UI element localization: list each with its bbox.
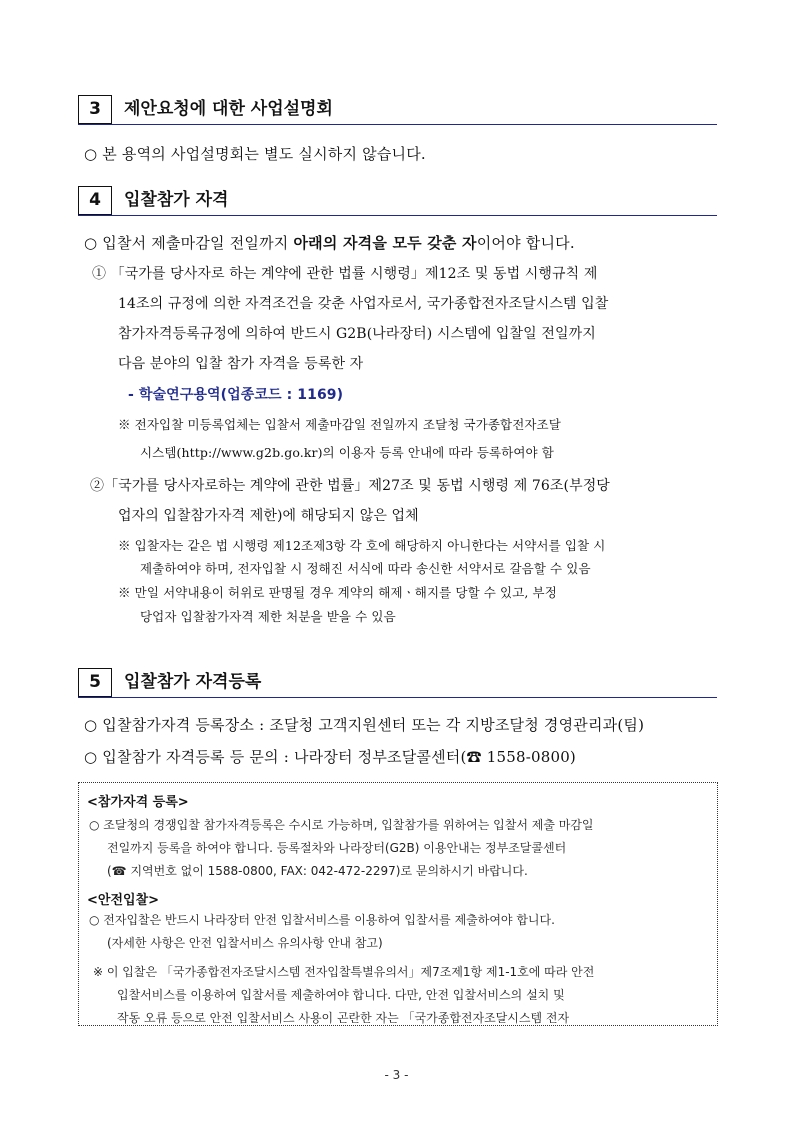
section-title: 입찰참가 자격 [124,190,229,210]
s4-item1-line2: 14조의 규정에 의한 자격조건을 갖춘 사업자로서, 국가종합전자조달시스템 입찰 [118,296,609,312]
s4-item2-line1: ②「국가를 당사자로하는 계약에 관한 법률」제27조 및 동법 시행령 제 76조(부정당 [90,478,610,494]
section-title: 입찰참가 자격등록 [124,672,262,692]
section-title: 제안요청에 대한 사업설명회 [124,99,333,119]
notice-p3-line1: ※ 이 입찰은 「국가종합전자조달시스템 전자입찰특별유의서」제7조제1항 제1-1호에 따라 안전 [93,965,595,979]
s4-item1-code: - 학술연구용역(업종코드 : 1169) [128,387,344,403]
s4-item1-note-line1: ※ 전자입찰 미등록업체는 입찰서 제출마감일 전일까지 조달청 국가종합전자조달 [118,417,561,432]
notice-title-safe-bid: <안전입찰> [87,893,160,908]
section-4-heading [78,186,717,216]
s4-item1-line4: 다음 분야의 입찰 참가 자격을 등록한 자 [118,356,364,372]
s4-item2-note2-line2: 당업자 입찰참가자격 제한 처분을 받을 수 있음 [140,609,396,624]
notice-p1-line1: ○ 조달청의 경쟁입찰 참가자격등록은 수시로 가능하며, 입찰참가를 위하여는 입찰서 제출 마감일 [89,818,594,832]
s4-item2-note1-line2: 제출하여야 하며, 전자입찰 시 정해진 서식에 따라 송신한 서약서로 갈음할 수 있음 [140,561,591,576]
notice-title-registration: <참가자격 등록> [87,795,189,810]
s4-item1-note-line2: 시스템(http://www.g2b.go.kr)의 이용자 등록 안내에 따라 등록하여야 함 [140,445,554,460]
notice-box [78,782,718,1026]
page-number: - 3 - [384,1068,409,1082]
s4-intro-bold: 아래의 자격을 모두 갖춘 자 [293,234,477,252]
section-number: 3 [78,95,112,124]
section-number: 5 [78,668,112,697]
s4-item1-line1: ① 「국가를 당사자로 하는 계약에 관한 법률 시행령」제12조 및 동법 시행규칙 제 [92,266,598,282]
section-number: 4 [78,186,112,215]
s5-line1: ○ 입찰참가자격 등록장소 : 조달청 고객지원센터 또는 각 지방조달청 경영관리과(팀) [84,716,645,734]
notice-p3-line3: 작동 오류 등으로 안전 입찰서비스 사용이 곤란한 자는 「국가종합전자조달시스템 전자 [117,1011,570,1025]
notice-p2-line1: ○ 전자입찰은 반드시 나라장터 안전 입찰서비스를 이용하여 입찰서를 제출하여야 합니다. [89,913,555,927]
s4-intro-post: 이어야 합니다. [476,234,575,252]
s4-intro-pre: ○ 입찰서 제출마감일 전일까지 [84,234,294,252]
s4-item2-note1-line1: ※ 입찰자는 같은 법 시행령 제12조제3항 각 호에 해당하지 아니한다는 서약서를 입찰 시 [118,538,606,553]
s3-line: ○ 본 용역의 사업설명회는 별도 실시하지 않습니다. [84,145,426,163]
s4-intro [84,232,575,253]
section-5-heading [78,668,717,698]
s4-item2-line2: 업자의 입찰참가자격 제한)에 해당되지 않은 업체 [118,508,419,524]
s4-item2-note2-line1: ※ 만일 서약내용이 허위로 판명될 경우 계약의 해제ㆍ해지를 당할 수 있고, 부정 [118,585,557,600]
notice-p1-line2: 전일까지 등록을 하여야 합니다. 등록절차와 나라장터(G2B) 이용안내는 정부조달콜센터 [107,841,567,855]
notice-p3-line2: 입찰서비스를 이용하여 입찰서를 제출하여야 합니다. 다만, 안전 입찰서비스의 설치 및 [117,988,565,1002]
notice-p1-line3: (☎ 지역번호 없이 1588-0800, FAX: 042-472-2297)로 문의하시기 바랍니다. [107,864,528,878]
notice-p2-line2: (자세한 사항은 안전 입찰서비스 유의사항 안내 참고) [107,936,383,950]
s5-line2: ○ 입찰참가 자격등록 등 문의 : 나라장터 정부조달콜센터(☎ 1558-0800) [84,748,576,766]
section-3-heading [78,95,717,125]
s4-item1-line3: 참가자격등록규정에 의하여 반드시 G2B(나라장터) 시스템에 입찰일 전일까지 [118,326,596,342]
